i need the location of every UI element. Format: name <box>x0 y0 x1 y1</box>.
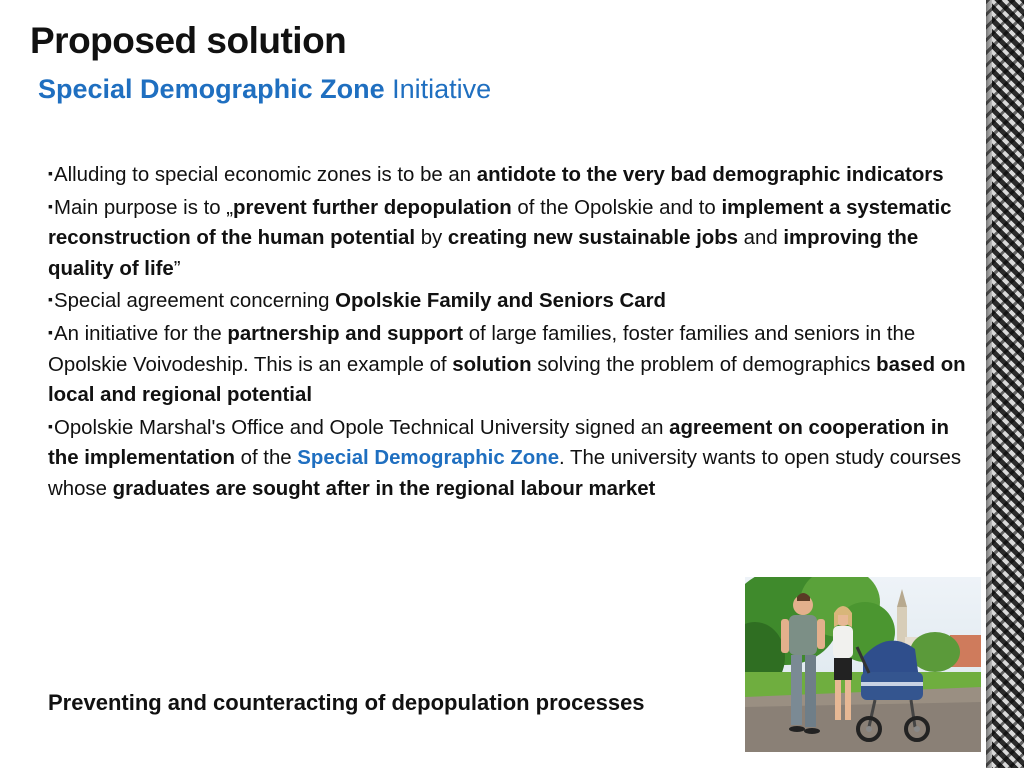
bullet-bold-text: based on local and regional potential <box>48 353 966 407</box>
bullet-item <box>48 411 968 505</box>
bullet-bold-text: implement a systematic reconstruction of the human potential <box>48 196 952 250</box>
bullet-square-icon: ▪ <box>48 323 53 340</box>
bullet-highlight-text: Special Demographic Zone <box>297 447 560 470</box>
bullet-text: Opolskie Marshal's Office and Opole Technical University signed an <box>53 416 670 439</box>
bullet-bold-text: antidote to the very bad demographic indicators <box>476 164 944 186</box>
bullet-text: solving the problem of demographics <box>531 353 877 376</box>
bullet-item <box>48 158 968 191</box>
bullet-item <box>48 317 968 411</box>
bullet-text: by <box>415 227 448 250</box>
bullet-text: of the <box>234 447 298 470</box>
bullet-text: ” <box>173 257 181 280</box>
bullet-text: Special agreement concerning <box>53 290 336 313</box>
bullet-bold-text: partnership and support <box>227 322 464 345</box>
slide-subtitle <box>38 74 491 105</box>
bullet-square-icon: ▪ <box>48 197 53 214</box>
bullet-square-icon: ▪ <box>48 165 53 181</box>
bullet-square-icon: ▪ <box>48 291 53 308</box>
bullet-item <box>48 191 968 285</box>
bullet-text: of large families, foster families and seniors in the Opolskie Voivodeship. This is an example of <box>48 322 916 376</box>
bullet-list <box>48 158 968 505</box>
bullet-bold-text: creating new sustainable jobs <box>447 227 739 250</box>
bullet-bold-text: agreement on cooperation in the implementation <box>48 416 949 470</box>
bullet-text: of the Opolskie and to <box>511 196 722 219</box>
bullet-square-icon: ▪ <box>48 417 53 434</box>
bullet-text: . The university wants to open study courses whose <box>48 447 962 500</box>
bullet-text: Main purpose is to „ <box>53 196 234 219</box>
slide-title: Proposed solution <box>30 20 347 61</box>
bullet-bold-text: prevent further depopulation <box>233 196 512 219</box>
bullet-text: An initiative for the <box>53 322 228 345</box>
family-with-stroller-photo <box>745 577 981 752</box>
subtitle-rest-text: Initiative <box>384 74 492 104</box>
bullet-bold-text: solution <box>452 353 532 376</box>
slide-footer-caption: Preventing and counteracting of depopulation processes <box>48 690 645 715</box>
subtitle-bold-text: Special Demographic Zone <box>38 74 385 104</box>
bullet-text: Alluding to special economic zones is to be an <box>53 164 477 186</box>
bullet-text: and <box>738 227 784 250</box>
decorative-side-strip <box>986 0 1024 768</box>
bullet-bold-text: graduates are sought after in the regional labour market <box>112 477 656 500</box>
bullet-bold-text: Opolskie Family and Seniors Card <box>335 290 666 313</box>
bullet-item <box>48 284 968 317</box>
bullet-bold-text: improving the quality of life <box>48 227 919 280</box>
